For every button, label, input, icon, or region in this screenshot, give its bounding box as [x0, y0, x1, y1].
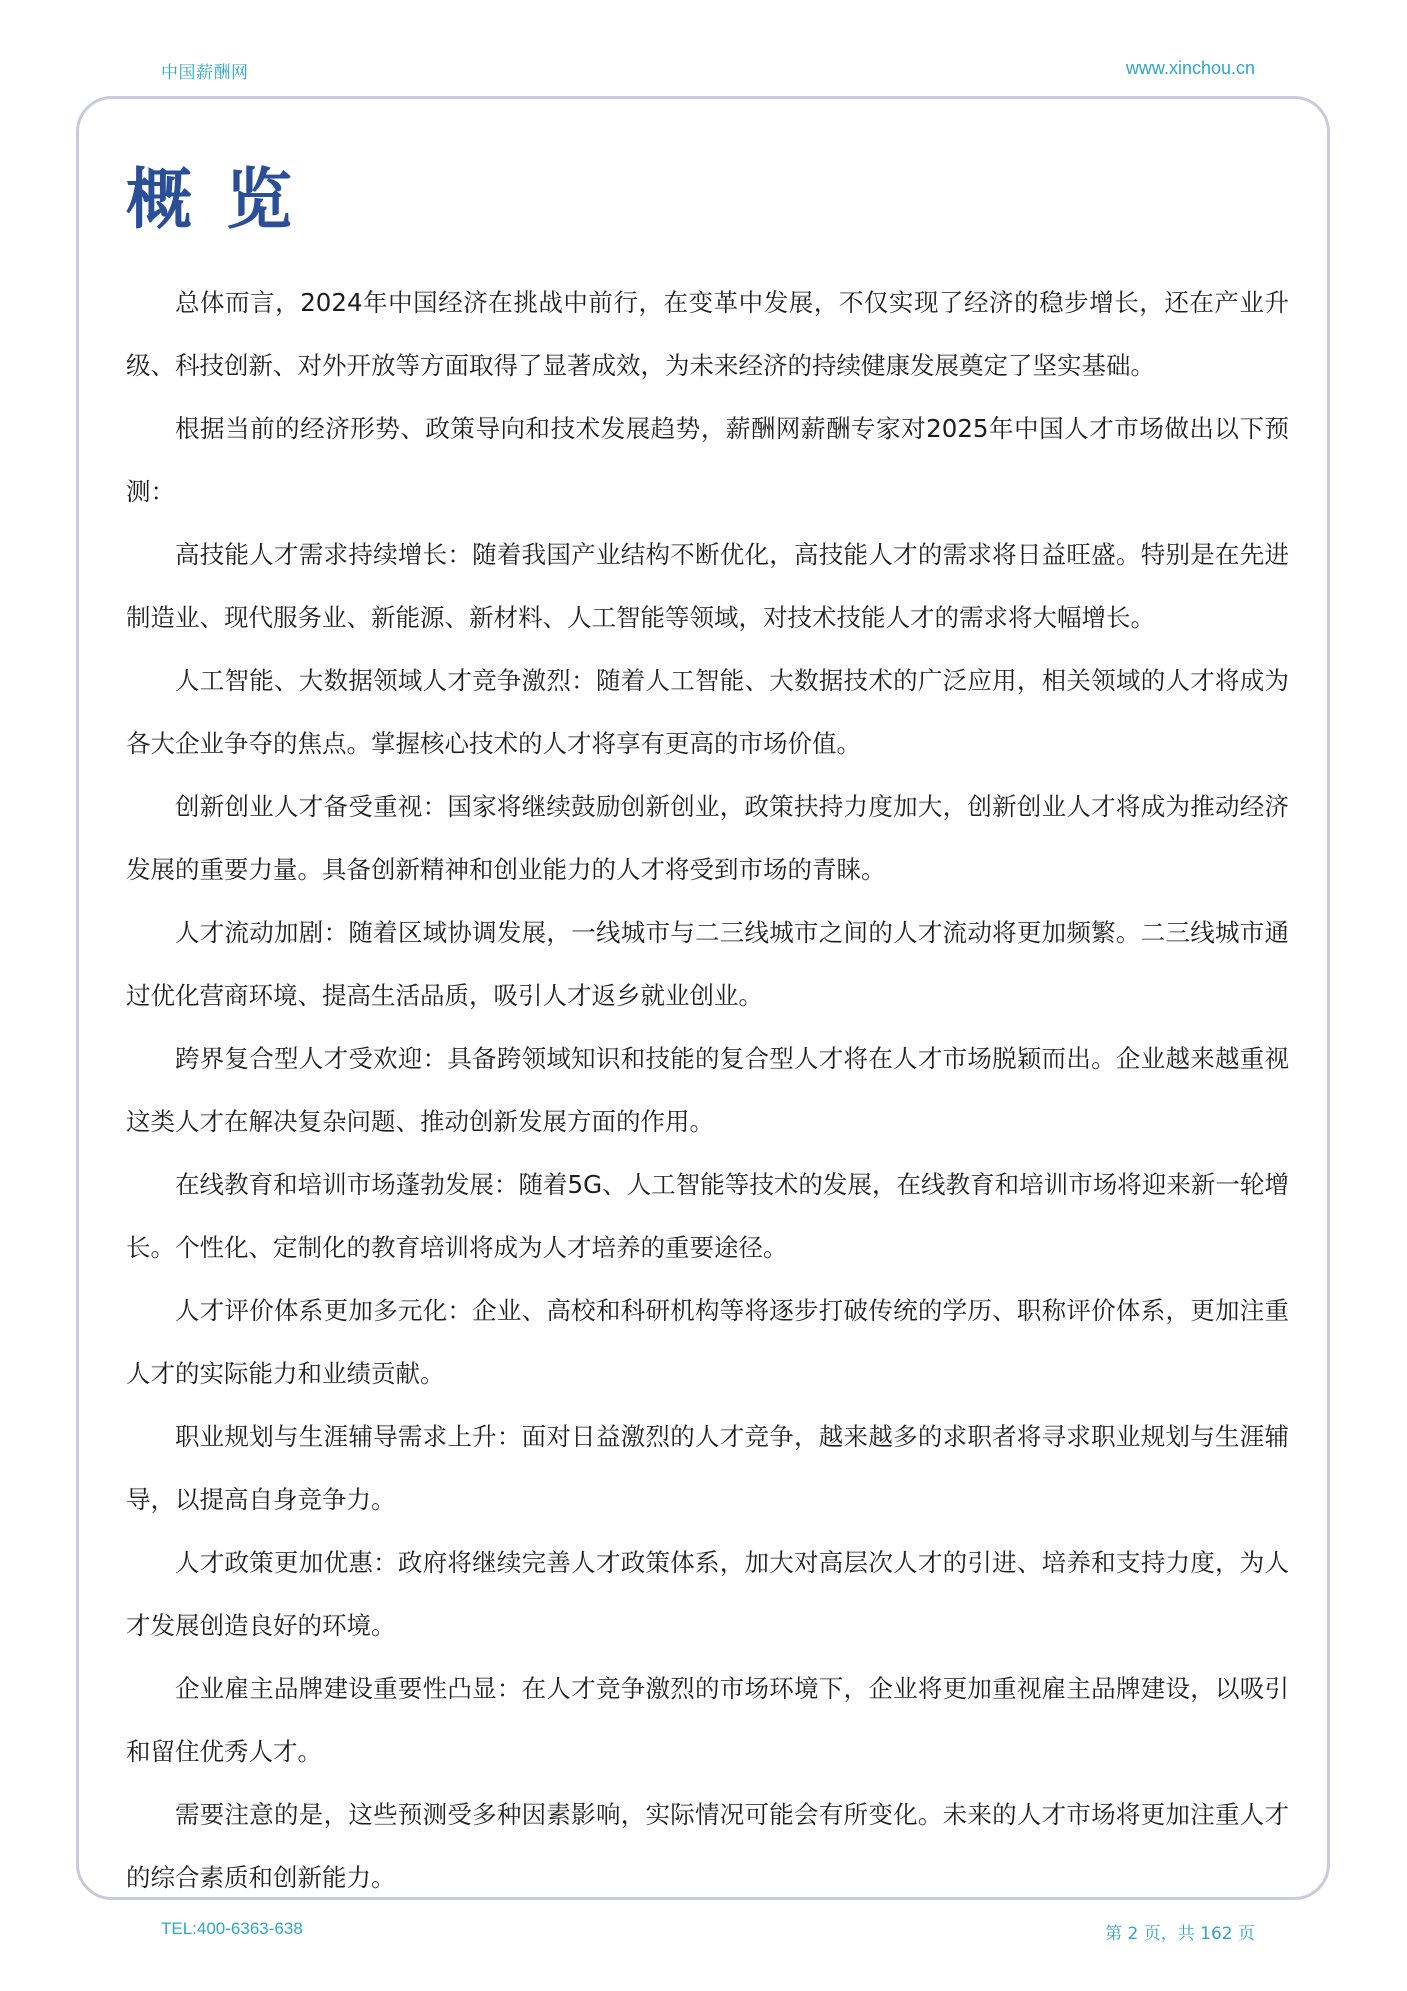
paragraph-closing-note: 需要注意的是，这些预测受多种因素影响，实际情况可能会有所变化。未来的人才市场将更加注重人才的综合素质和创新能力。	[126, 1800, 1289, 1892]
paragraph-career-planning: 职业规划与生涯辅导需求上升：面对日益激烈的人才竞争，越来越多的求职者将寻求职业规划与生涯辅导，以提高自身竞争力。	[126, 1422, 1289, 1514]
paragraph-online-education: 在线教育和培训市场蓬勃发展：随着5G、人工智能等技术的发展，在线教育和培训市场将迎来新一轮增长。个性化、定制化的教育培训将成为人才培养的重要途径。	[126, 1170, 1289, 1262]
page-title: 概览	[126, 161, 326, 238]
footer-phone: TEL:400-6363-638	[161, 1919, 303, 1938]
paragraph-high-skill: 高技能人才需求持续增长：随着我国产业结构不断优化，高技能人才的需求将日益旺盛。特别是在先进制造业、现代服务业、新能源、新材料、人工智能等领域，对技术技能人才的需求将大幅增长。	[126, 540, 1289, 632]
paragraph-cross-field: 跨界复合型人才受欢迎：具备跨领域知识和技能的复合型人才将在人才市场脱颖而出。企业越来越重视这类人才在解决复杂问题、推动创新发展方面的作用。	[126, 1044, 1289, 1136]
site-url[interactable]: www.xinchou.cn	[1125, 58, 1255, 78]
paragraph-talent-policy: 人才政策更加优惠：政府将继续完善人才政策体系，加大对高层次人才的引进、培养和支持力度，为人才发展创造良好的环境。	[126, 1548, 1289, 1640]
page-number: 第 2 页，共 162 页	[1105, 1924, 1255, 1944]
paragraph-summary: 总体而言，2024年中国经济在挑战中前行，在变革中发展，不仅实现了经济的稳步增长，还在产业升级、科技创新、对外开放等方面取得了显著成效，为未来经济的持续健康发展奠定了坚实基础。	[126, 288, 1289, 380]
paragraph-evaluation: 人才评价体系更加多元化：企业、高校和科研机构等将逐步打破传统的学历、职称评价体系，更加注重人才的实际能力和业绩贡献。	[126, 1296, 1289, 1388]
paragraph-talent-flow: 人才流动加剧：随着区域协调发展，一线城市与二三线城市之间的人才流动将更加频繁。二三线城市通过优化营商环境、提高生活品质，吸引人才返乡就业创业。	[126, 918, 1289, 1010]
paragraph-innovation: 创新创业人才备受重视：国家将继续鼓励创新创业，政策扶持力度加大，创新创业人才将成为推动经济发展的重要力量。具备创新精神和创业能力的人才将受到市场的青睐。	[126, 792, 1289, 884]
paragraph-forecast-intro: 根据当前的经济形势、政策导向和技术发展趋势，薪酬网薪酬专家对2025年中国人才市场做出以下预测：	[126, 414, 1289, 506]
body-text	[126, 271, 1289, 1909]
paragraph-ai-bigdata: 人工智能、大数据领域人才竞争激烈：随着人工智能、大数据技术的广泛应用，相关领域的人才将成为各大企业争夺的焦点。掌握核心技术的人才将享有更高的市场价值。	[126, 666, 1289, 758]
site-name: 中国薪酬网	[161, 63, 249, 83]
paragraph-employer-brand: 企业雇主品牌建设重要性凸显：在人才竞争激烈的市场环境下，企业将更加重视雇主品牌建设，以吸引和留住优秀人才。	[126, 1674, 1289, 1766]
